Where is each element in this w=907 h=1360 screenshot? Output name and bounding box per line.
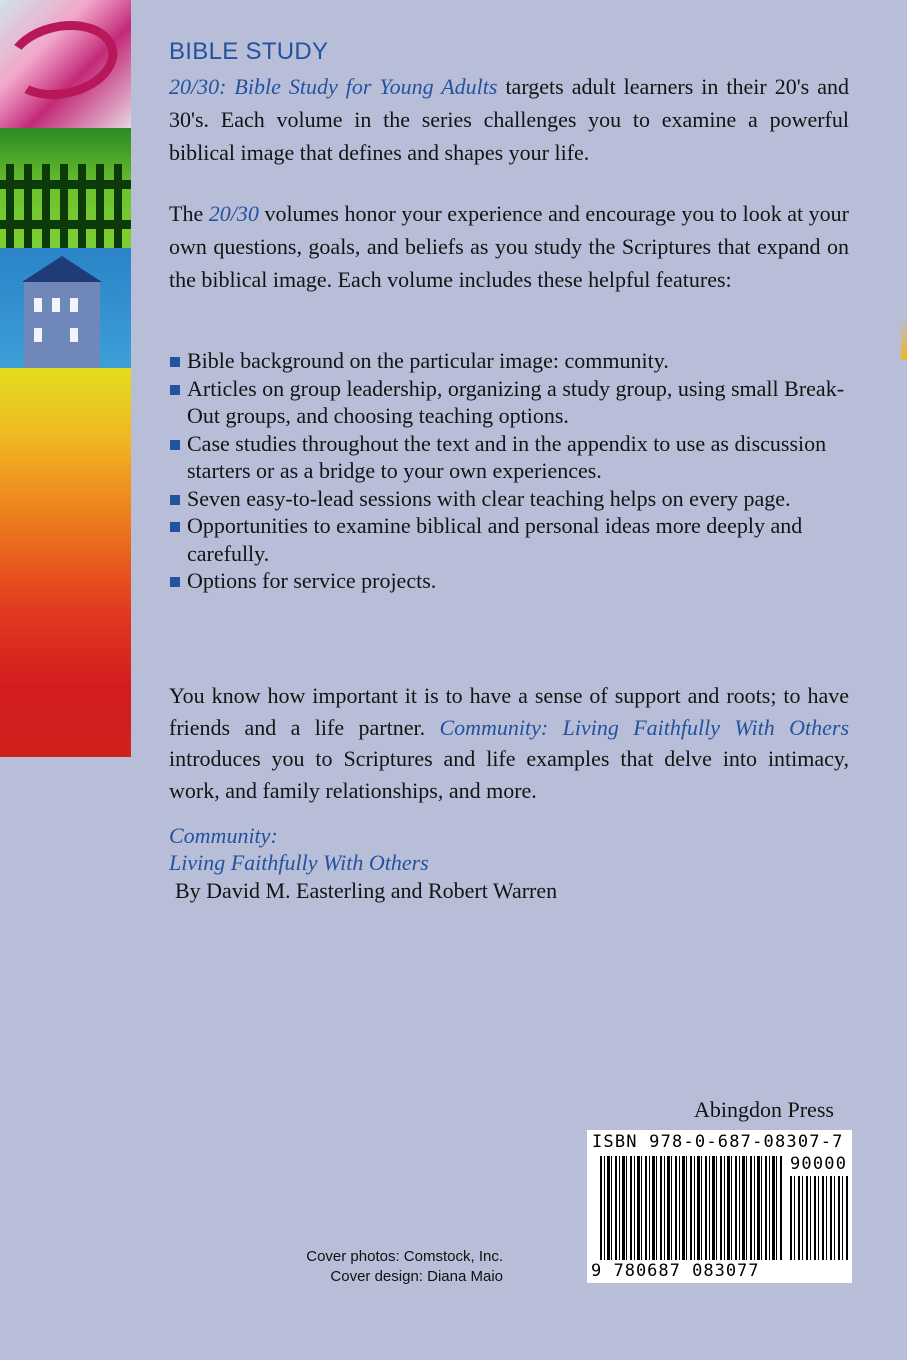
fence-post [78, 164, 86, 248]
list-item [169, 375, 859, 430]
house-window [34, 328, 42, 342]
design-credit: Cover design: Diana Maio [330, 1268, 503, 1285]
list-item [169, 430, 859, 485]
intro-paragraph [169, 70, 849, 169]
volumes-text: volumes honor your experience and encourage you to look at your own questions, goals, and beliefs as you study the Scriptures that expand on the biblical image. Each volume includes these helpful features: [169, 201, 850, 292]
intro-text: targets adult learners in their 20's and 30's. Each volume in the series challenges you to examine a powerful biblical image that defines and shapes your life. [169, 74, 849, 165]
addon-barcode-bars [790, 1176, 848, 1260]
bullet-square-icon [170, 385, 180, 395]
features-list [169, 347, 859, 595]
section-heading: BIBLE STUDY [169, 38, 329, 65]
cover-photo-strip [0, 0, 131, 757]
rainbow-gradient-panel [0, 368, 131, 757]
fence-post [24, 164, 32, 248]
list-item [169, 512, 859, 567]
feature-text: Opportunities to examine biblical and personal ideas more deeply and carefully. [187, 513, 803, 566]
book-title-block [169, 822, 429, 876]
list-item [169, 347, 859, 375]
bullet-square-icon [170, 522, 180, 532]
bullet-square-icon [170, 357, 180, 367]
summary-text: introduces you to Scriptures and life examples that delve into intimacy, work, and family relationships, and more. [169, 746, 849, 803]
fence-post [60, 164, 68, 248]
book-authors: By David M. Easterling and Robert Warren [175, 878, 558, 903]
book-title-line1: Community: [169, 823, 278, 848]
fence-post [42, 164, 50, 248]
feature-text: Case studies throughout the text and in the appendix to use as discussion starters or as a bridge to your own experiences. [187, 430, 827, 483]
volumes-lead: The [169, 201, 209, 226]
feature-text: Options for service projects. [187, 568, 437, 593]
telephone-photo [0, 0, 131, 128]
bullet-square-icon [170, 577, 180, 587]
feature-text: Seven easy-to-lead sessions with clear teaching helps on every page. [187, 485, 791, 511]
bullet-square-icon [170, 495, 180, 505]
volumes-paragraph [169, 197, 849, 296]
house-roof [22, 256, 102, 282]
ean-barcode-bars [600, 1156, 784, 1260]
publisher-name: Abingdon Press [694, 1097, 834, 1122]
photo-credit: Cover photos: Comstock, Inc. [306, 1248, 503, 1265]
fence-post [6, 164, 14, 248]
ean-number: 9 780687 083077 [591, 1261, 760, 1281]
telephone-cord-shape [0, 11, 125, 109]
fence-post [96, 164, 104, 248]
house-window [34, 298, 42, 312]
house-photo [0, 248, 131, 368]
book-title-line2: Living Faithfully With Others [169, 850, 429, 875]
fence-post [114, 164, 122, 248]
isbn-number: ISBN 978-0-687-08307-7 [592, 1132, 844, 1152]
bullet-square-icon [170, 440, 180, 450]
book-title-inline: Community: Living Faithfully With Others [439, 714, 850, 740]
series-short-title: 20/30 [208, 201, 259, 226]
house-window [70, 298, 78, 312]
feature-text: Bible background on the particular image: community. [187, 348, 669, 373]
house-window [70, 328, 78, 342]
edge-color-accent [901, 0, 907, 360]
feature-text: Articles on group leadership, organizing a study group, using small Break-Out groups, and choosing teaching options. [187, 375, 845, 428]
list-item [169, 567, 859, 595]
house-window [52, 298, 60, 312]
cover-credits [306, 1247, 503, 1287]
summary-paragraph [169, 680, 849, 806]
summary-lead: You know how important it is to have a sense of support and roots; to have friends and a life partner. [169, 683, 849, 740]
house-body [24, 282, 100, 368]
series-title: 20/30: Bible Study for Young Adults [169, 74, 498, 99]
picket-fence-photo [0, 128, 131, 248]
list-item [169, 485, 859, 513]
price-code: 90000 [790, 1154, 848, 1174]
